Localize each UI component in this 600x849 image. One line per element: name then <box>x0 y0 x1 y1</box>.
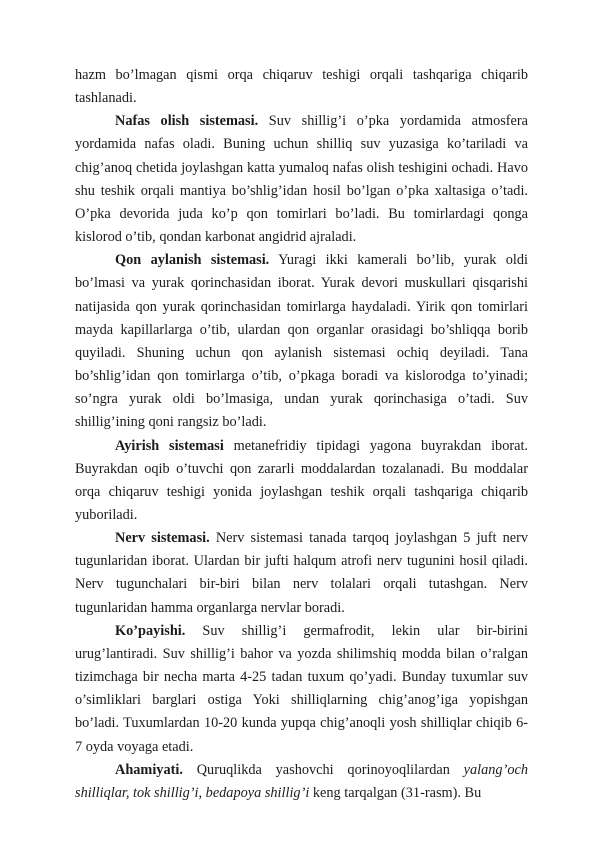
paragraph-text: hazm bo’lmagan qismi orqa chiqaruv teshigi orqali tashqariga chiqarib tashlanadi. <box>75 67 528 107</box>
section-heading: Nafas olish sistemasi. <box>115 113 259 130</box>
section-heading: Ayirish sistemasi <box>115 437 224 454</box>
paragraph-kopayishi <box>75 620 528 759</box>
paragraph-ahamiyati <box>75 759 528 805</box>
paragraph-text: keng tarqalgan (31-rasm). Bu <box>309 784 482 801</box>
paragraph-text: Quruqlikda yashovchi qorinoyoqlilardan <box>182 761 464 778</box>
paragraph-text: Suv shillig’i o’pka yordamida atmosfera yordamida nafas oladi. Buning uchun shilliq suv yuzasiga ko’tariladi va chig’anoq chetida joylashgan katta yumaloq nafas olish teshigini ochadi. Havo shu teshik orqali mantiya bo’shlig’idan hosil bo’lgan o’pka xaltasiga o’tadi. O’pka devorida juda ko’p qon tomirlari bo’ladi. Bu tomirlardagi qonga kislorod o’tib, qondan karbonat angidrid ajraladi. <box>75 113 529 246</box>
section-heading: Ko’payishi. <box>115 622 186 639</box>
paragraph-text: Suv shillig’i germafrodit, lekin ular bir-birini urug’lantiradi. Suv shillig’i bahor va yozda shilimshiq modda bilan o’ralgan tizimchaga bir necha marta 4-25 tadan tuxum qo’yadi. Bunday tuxumlar suv o’simliklari barglari ostiga Yoki shilliqlarning chig’anog’iga yopishgan bo’ladi. Tuxumlardan 10-20 kunda yupqa chig’anoqli yosh shilliqlar chiqib 6-7 oyda voyaga etadi. <box>75 622 528 755</box>
document-page <box>75 64 528 805</box>
paragraph-nafas-olish <box>75 110 528 249</box>
paragraph-qon-aylanish <box>75 249 528 434</box>
species-names: yalang’och shilliqlar, tok shillig’i, bedapoya shillig’i <box>75 761 528 801</box>
paragraph-intro <box>75 64 528 110</box>
paragraph-ayirish <box>75 435 528 528</box>
paragraph-text: metanefridiy tipidagi yagona buyrakdan iborat. Buyrakdan oqib o’tuvchi qon zararli moddalardan tozalanadi. Bu moddalar orqa chiqaruv teshigi yonida joylashgan teshik orqali tashqariga chiqarib yuboriladi. <box>75 437 528 523</box>
paragraph-text: Yuragi ikki kamerali bo’lib, yurak oldi bo’lmasi va yurak qorinchasidan iborat. Yurak devori muskullari qisqarishi natijasida qon yurak qorinchasidan tomirlarga haydaladi. Yirik qon tomirlari mayda kapillarlarga o’tib, ulardan qon organlar orasidagi bo’shliqqa borib quyiladi. Shuning uchun qon aylanish sistemasi ochiq deyiladi. Tana bo’shlig’idan qon tomirlarga o’tib, o’pkaga boradi va kislorodga to’yinadi; so’ngra yurak oldi bo’lmasiga, undan yurak qorinchasiga o’tadi. Suv shillig’ining qoni rangsiz bo’ladi. <box>75 252 528 431</box>
section-heading: Ahamiyati. <box>115 761 183 778</box>
paragraph-nerv <box>75 527 528 620</box>
section-heading: Qon aylanish sistemasi. <box>115 252 270 269</box>
paragraph-text: Nerv sistemasi tanada tarqoq joylashgan 5 juft nerv tugunlaridan iborat. Ulardan bir jufti halqum atrofi nerv tugunini hosil qiladi. Nerv tugunchalari bir-biri bilan nerv tolalari orqali tutashgan. Nerv tugunlaridan hamma organlarga nervlar boradi. <box>75 530 528 616</box>
section-heading: Nerv sistemasi. <box>115 530 210 547</box>
